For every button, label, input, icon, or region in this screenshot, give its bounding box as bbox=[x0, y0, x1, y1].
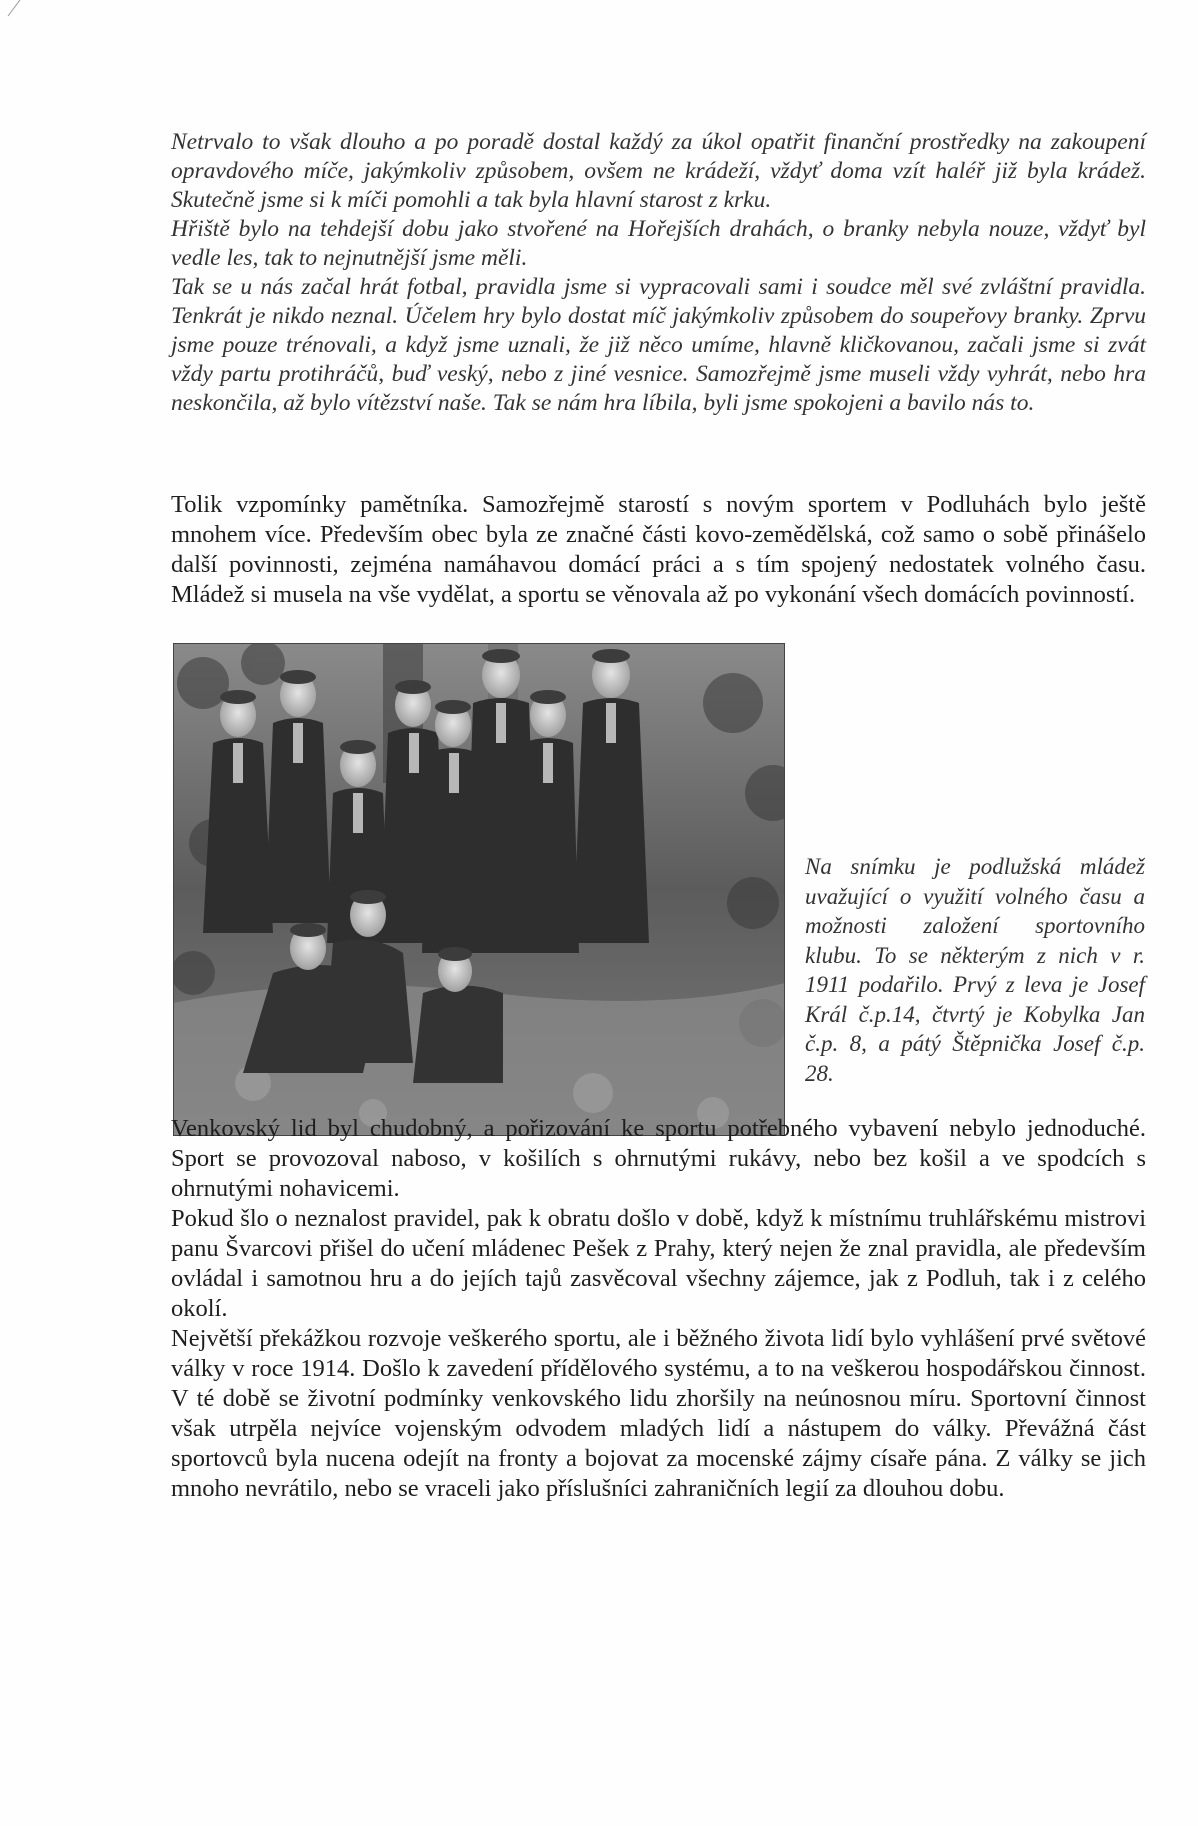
body-paragraph-1: Tolik vzpomínky pamětníka. Samozřejmě starostí s novým sportem v Podluhách bylo ještě mnohem více. Především obec byla ze značné části kovo-zemědělská, což samo o sobě přinášelo další povinnosti, zejména namáhavou domácí práci a s tím spojený nedostatek volného času. Mládež si musela na vše vydělat, a sportu se věnovala až po vykonání všech domácích povinností. bbox=[171, 491, 1146, 608]
historical-group-photo bbox=[173, 643, 785, 1136]
group-photo-icon bbox=[173, 643, 785, 1136]
photo-caption: Na snímku je podlužská mládež uvažující o využití volného času a možnosti založení sportovního klubu. To se některým z nich v r. 1911 podařilo. Prvý z leva je Josef Král č.p.14, čtvrtý je Kobylka Jan č.p. 8, a pátý Štěpnička Josef č.p. 28. bbox=[805, 854, 1145, 1086]
body-paragraph-3: Pokud šlo o neznalost pravidel, pak k obratu došlo v době, když k místnímu truhlářskému mistrovi panu Švarcovi přišel do učení mládenec Pešek z Prahy, který nejen že znal pravidla, ale především ovládal i samotnou hru a do jejích tajů zasvěcoval všechny zájemce, jak z Podluh, tak i z celého okolí. bbox=[171, 1205, 1146, 1322]
corner-scan-mark bbox=[6, 0, 24, 18]
body-text-after-photo bbox=[171, 1114, 1146, 1504]
memoir-quote-block bbox=[171, 128, 1146, 418]
memoir-paragraph-3: Tak se u nás začal hrát fotbal, pravidla jsme si vypracovali sami i soudce měl své zvláštní pravidla. Tenkrát je nikdo neznal. Účelem hry bylo dostat míč jakýmkoliv způsobem do soupeřovy branky. Zprvu jsme pouze trénovali, a když jsme uznali, že již něco umíme, hlavně kličkovanou, začali jsme si zvát vždy partu protihráčů, buď veský, nebo z jiné vesnice. Samozřejmě jsme museli vždy vyhrát, nebo hra neskončila, až bylo vítězství naše. Tak se nám hra líbila, byli jsme spokojeni a bavilo nás to. bbox=[171, 274, 1146, 416]
memoir-paragraph-2: Hřiště bylo na tehdejší dobu jako stvořené na Hořejších drahách, o branky nebyla nouze, vždyť byl vedle les, tak to nejnutnější jsme měli. bbox=[171, 216, 1146, 271]
memoir-paragraph-1: Netrvalo to však dlouho a po poradě dostal každý za úkol opatřit finanční prostředky na zakoupení opravdového míče, jakýmkoliv způsobem, ovšem ne krádeží, vždyť doma vzít haléř již byla krádež. Skutečně jsme si k míči pomohli a tak byla hlavní starost z krku. bbox=[171, 129, 1146, 213]
body-text-before-photo bbox=[171, 490, 1146, 610]
body-paragraph-4: Největší překážkou rozvoje veškerého sportu, ale i běžného života lidí bylo vyhlášení prvé světové války v roce 1914. Došlo k zavedení přídělového systému, a to na veškerou hospodářskou činnost. V té době se životní podmínky venkovského lidu zhoršily na neúnosnou míru. Sportovní činnost však utrpěla nejvíce vojenským odvodem mladých lidí a nástupem do války. Převážná část sportovců byla nucena odejít na fronty a bojovat za mocenské zájmy císaře pána. Z války se jich mnoho nevrátilo, nebo se vraceli jako příslušníci zahraničních legií za dlouhou dobu. bbox=[171, 1325, 1146, 1502]
body-paragraph-2: Venkovský lid byl chudobný, a pořizování ke sportu potřebného vybavení nebylo jednoduché. Sport se provozoval naboso, v košilích s ohrnutými rukávy, nebo bez košil a ve spodcích s ohrnutými nohavicemi. bbox=[171, 1115, 1146, 1202]
